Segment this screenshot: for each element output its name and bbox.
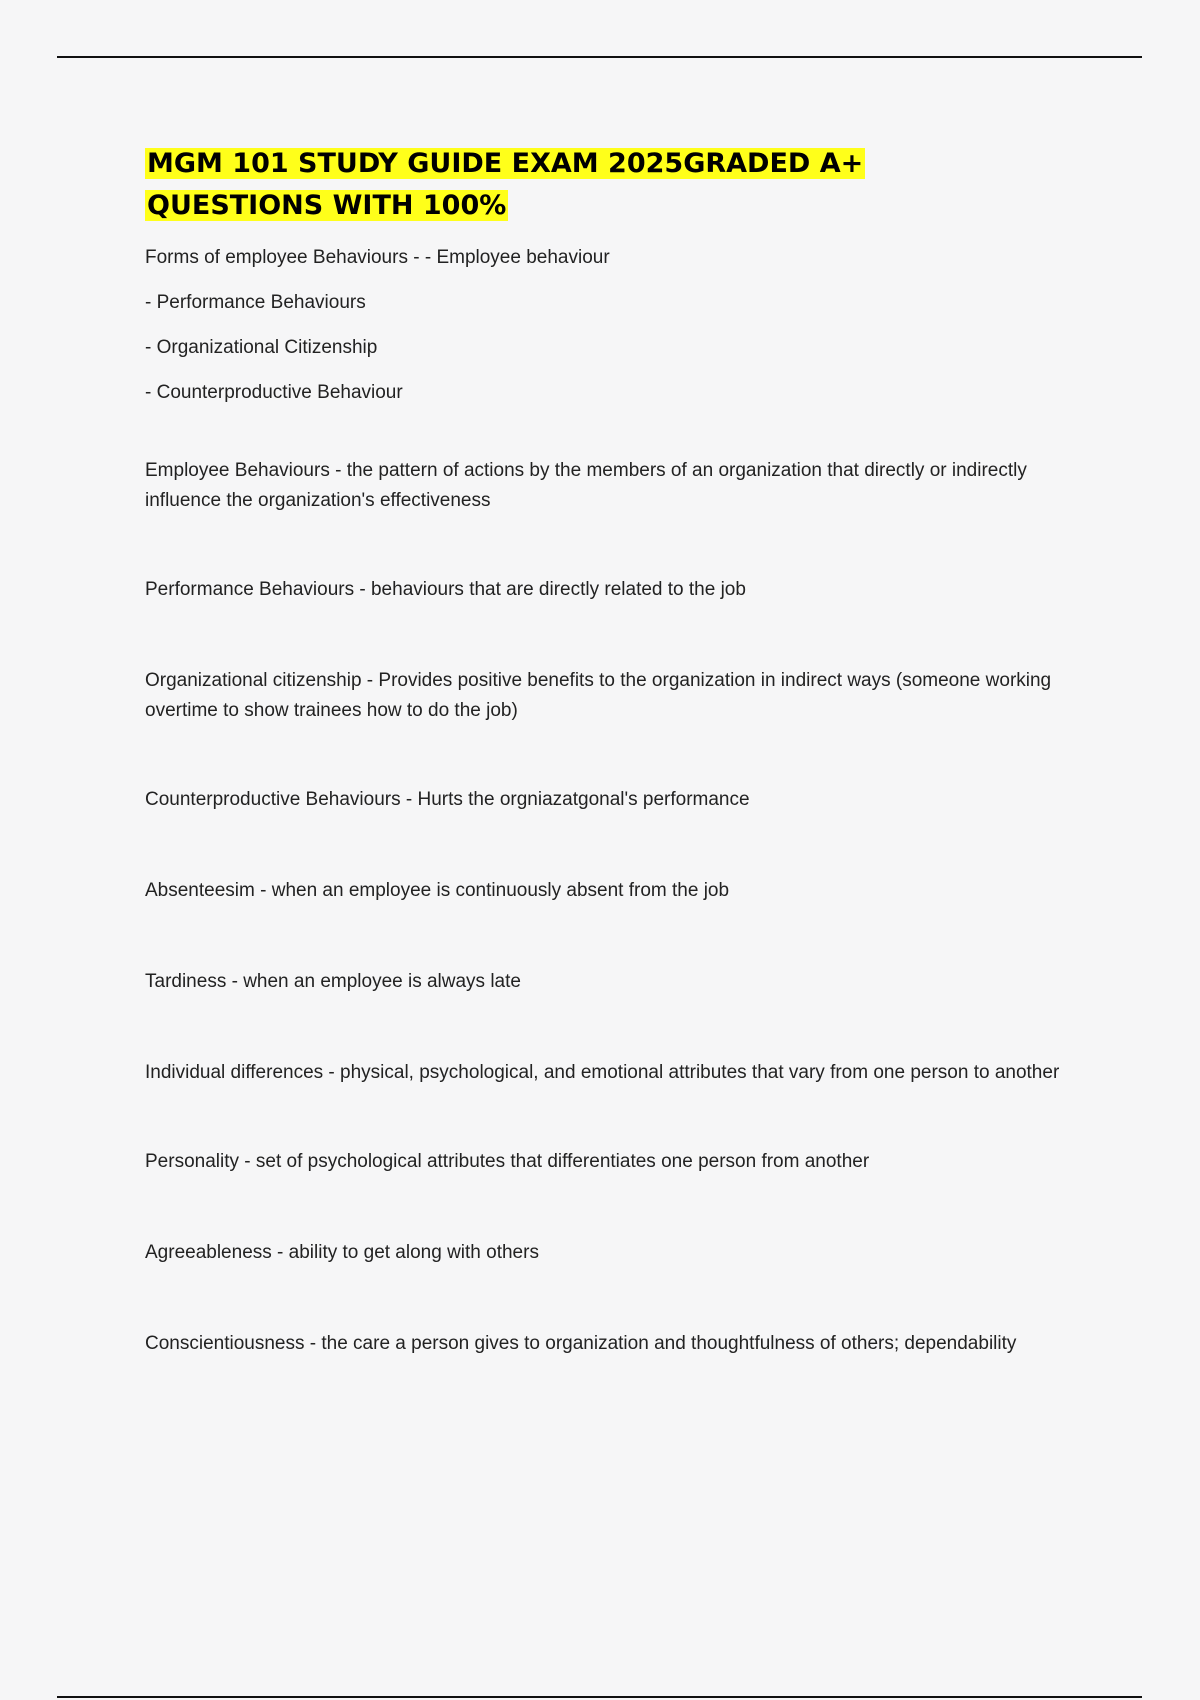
definition-entry: Performance Behaviours - behaviours that are directly related to the job <box>145 579 746 600</box>
intro-item: - Organizational Citizenship <box>145 337 378 358</box>
definition-entry: Organizational citizenship - Provides positive benefits to the organization in indirect ways (someone working overtime to show trainees how to do the job) <box>145 670 1052 721</box>
intro-item: - Performance Behaviours <box>145 292 366 313</box>
document-body <box>145 143 1085 1359</box>
definition-entry: Agreeableness - ability to get along with others <box>145 1242 539 1263</box>
intro-item: - Counterproductive Behaviour <box>145 382 403 403</box>
definition-entry: Employee Behaviours - the pattern of actions by the members of an organization that directly or indirectly influence the organization's effectiveness <box>145 460 1027 511</box>
definition-entry: Personality - set of psychological attributes that differentiates one person from another <box>145 1151 870 1172</box>
title-line-2: QUESTIONS WITH 100% <box>147 190 507 221</box>
definition-list <box>145 456 1085 1359</box>
footer-rule <box>57 1696 1142 1698</box>
definition-entry: Absenteesim - when an employee is continuously absent from the job <box>145 880 730 901</box>
intro-heading: Forms of employee Behaviours - - Employee behaviour <box>145 247 610 268</box>
header-rule <box>57 56 1142 58</box>
definition-entry: Individual differences - physical, psychological, and emotional attributes that vary from one person to another <box>145 1062 1060 1083</box>
title-line-1: MGM 101 STUDY GUIDE EXAM 2025GRADED A+ <box>147 148 864 179</box>
definition-entry: Counterproductive Behaviours - Hurts the orgniazatgonal's performance <box>145 789 750 810</box>
definition-entry: Tardiness - when an employee is always late <box>145 971 521 992</box>
definition-entry: Conscientiousness - the care a person gives to organization and thoughtfulness of others; dependability <box>145 1333 1017 1354</box>
document-title <box>145 143 1085 227</box>
